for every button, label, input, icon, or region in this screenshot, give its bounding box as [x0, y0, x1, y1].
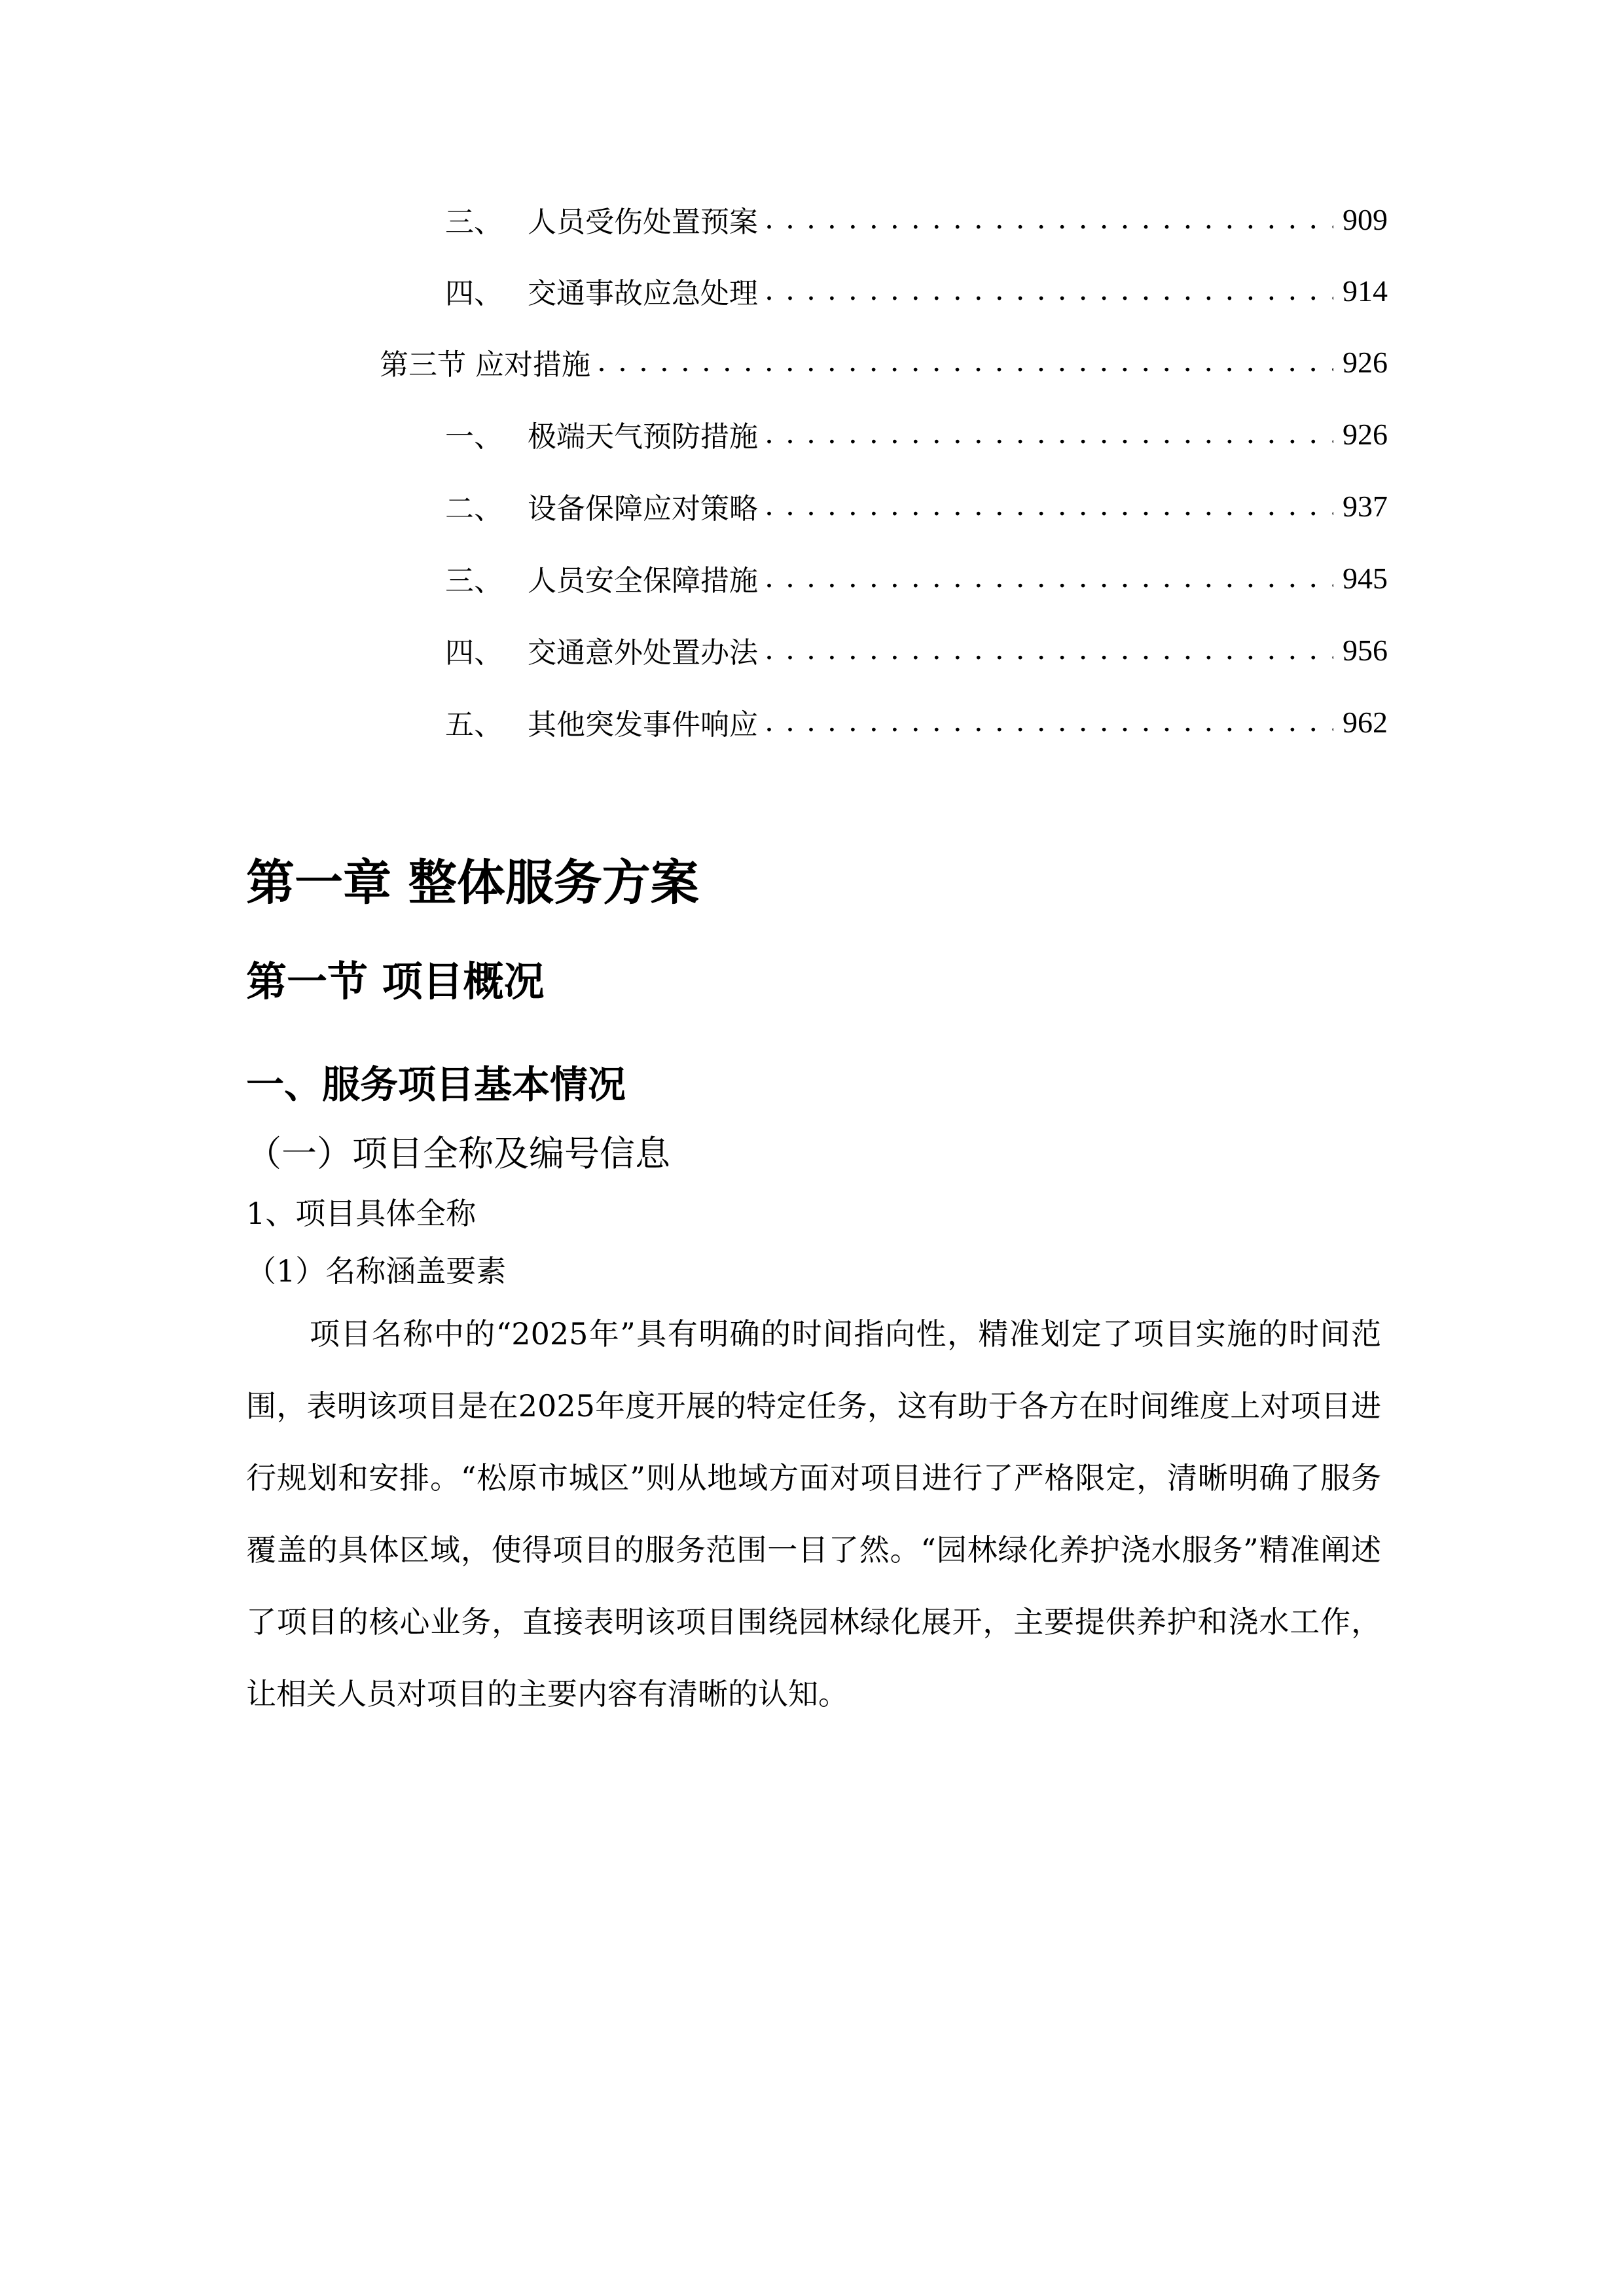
toc-entry[interactable] — [445, 627, 1388, 673]
toc-leader-dots — [597, 348, 1333, 376]
toc-entry[interactable] — [445, 699, 1388, 745]
toc-entry[interactable] — [445, 268, 1388, 314]
toc-entry-title: 人员安全保障措施 — [528, 564, 758, 598]
toc-entry[interactable] — [445, 411, 1388, 457]
toc-entry[interactable] — [445, 196, 1388, 242]
toc-entry-page: 945 — [1343, 561, 1388, 595]
toc-entry-number: 三、 — [445, 564, 503, 598]
toc-entry-number: 二、 — [445, 492, 503, 526]
toc-leader-dots — [765, 420, 1333, 448]
toc-entry-number: 一、 — [445, 420, 503, 454]
toc-entry-title: 交通意外处置办法 — [528, 636, 758, 670]
toc-entry-page: 926 — [1343, 417, 1388, 451]
toc-entry-page: 937 — [1343, 489, 1388, 523]
subsection-title: 一、服务项目基本情况 — [246, 1062, 626, 1107]
toc-entry[interactable] — [380, 339, 1388, 385]
toc-entry[interactable] — [445, 483, 1388, 529]
toc-entry-title: 交通事故应急处理 — [528, 277, 758, 310]
toc-entry-page: 926 — [1343, 345, 1388, 379]
toc-entry-title: 第三节 应对措施 — [380, 348, 590, 382]
section-title: 第一节 项目概况 — [246, 958, 545, 1005]
subsubsection-title: （一）项目全称及编号信息 — [246, 1133, 670, 1174]
body-paragraph: 项目名称中的“2025年”具有明确的时间指向性，精准划定了项目实施的时间范围，表明该项目是在2025年度开展的特定任务，这有助于各方在时间维度上对项目进行规划和安排。“松原市城区”则从地域方面对项目进行了严格限定，清晰明确了服务覆盖的具体区域，使得项目的服务范围一目了然。“园林绿化养护浇水服务”精准阐述了项目的核心业务，直接表明该项目围绕园林绿化展开，主要提供养护和浇水工作，让相关人员对项目的主要内容有清晰的认知。 — [246, 1316, 1381, 1712]
toc-leader-dots — [765, 564, 1333, 592]
toc-entry-page: 962 — [1343, 705, 1388, 739]
toc-entry[interactable] — [445, 555, 1388, 601]
toc-entry-page: 914 — [1343, 274, 1388, 308]
toc-entry-title: 设备保障应对策略 — [528, 492, 758, 526]
toc-entry-number: 四、 — [445, 636, 503, 670]
toc-leader-dots — [765, 636, 1333, 664]
chapter-title: 第一章 整体服务方案 — [246, 855, 699, 911]
toc-entry-number: 五、 — [445, 708, 503, 742]
toc-entry-title: 极端天气预防措施 — [528, 420, 758, 454]
item-title: 1、项目具体全称 — [246, 1196, 477, 1231]
toc-entry-number: 三、 — [445, 206, 503, 239]
toc-entry-title: 人员受伤处置预案 — [528, 206, 758, 239]
toc-leader-dots — [765, 708, 1333, 736]
toc-entry-page: 909 — [1343, 202, 1388, 236]
toc-leader-dots — [765, 492, 1333, 520]
toc-leader-dots — [765, 276, 1333, 305]
toc-leader-dots — [765, 205, 1333, 234]
toc-entry-page: 956 — [1343, 633, 1388, 667]
toc-entry-number: 四、 — [445, 277, 503, 310]
toc-entry-title: 其他突发事件响应 — [528, 708, 758, 742]
subitem-title: （1）名称涵盖要素 — [246, 1253, 507, 1289]
